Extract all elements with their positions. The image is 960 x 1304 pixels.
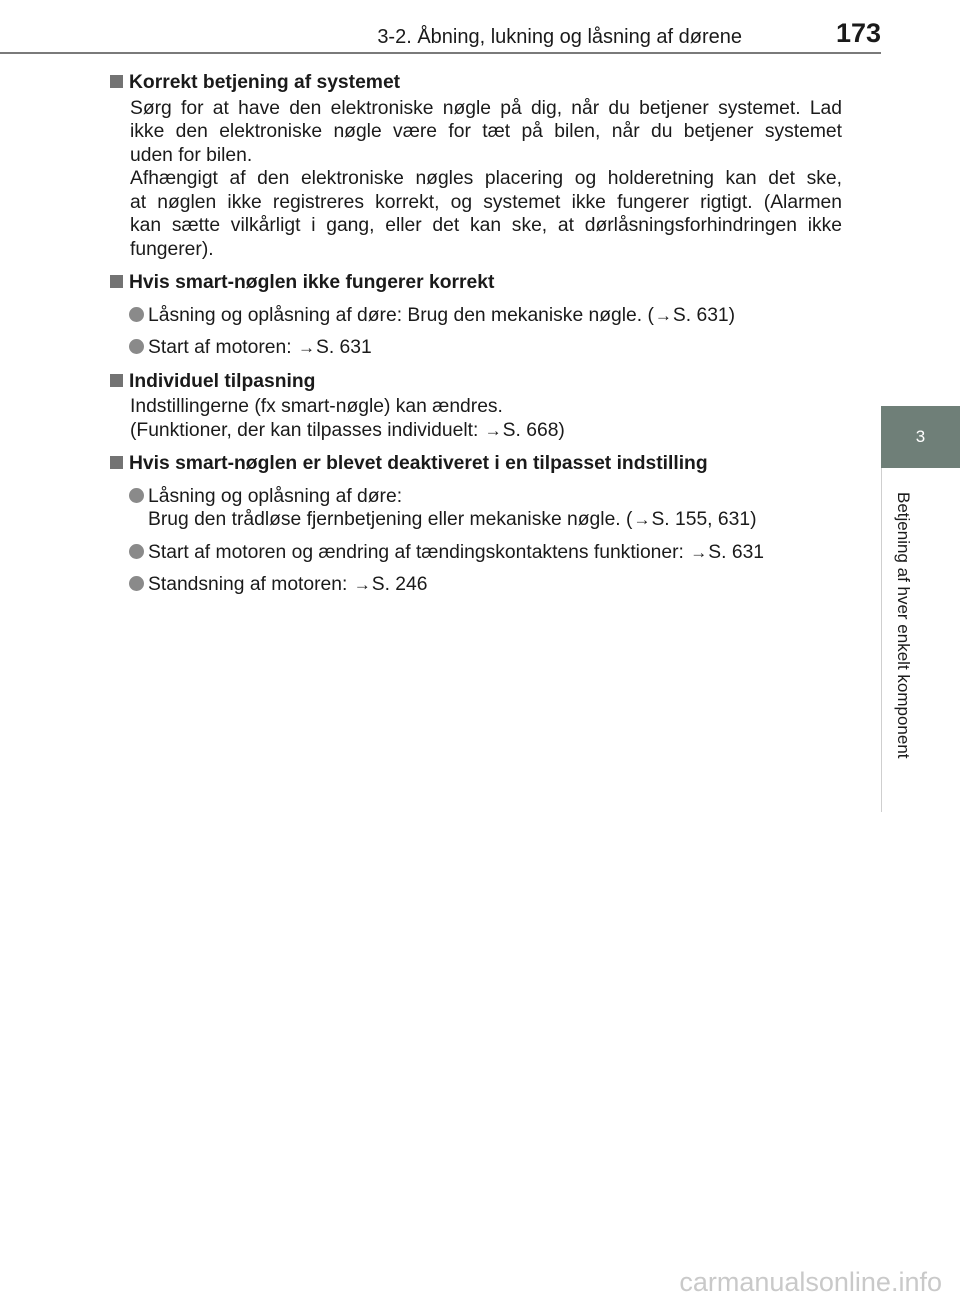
paragraph	[110, 395, 842, 442]
paragraph-line: Indstillingerne (fx smart-nøgle) kan ændres.	[130, 396, 503, 417]
arrow-right-icon: →	[633, 510, 651, 529]
paragraph-line: at nøglen ikke registreres korrekt, og systemet ikke fungerer rigtigt. (Alarmen	[130, 191, 842, 213]
heading-text: Hvis smart-nøglen er blevet deaktiveret i en tilpasset indstilling	[129, 453, 708, 474]
paragraph-line: Sørg for at have den elektroniske nøgle på dig, når du betjener systemet. Lad	[130, 97, 842, 119]
list-item	[110, 541, 842, 565]
chapter-label: Betjening af hver enkelt komponent	[894, 492, 913, 759]
arrow-right-icon: →	[690, 542, 708, 562]
page-content	[110, 71, 842, 597]
paragraph-line: kan sætte vilkårligt i gang, eller det kan ske, at dørlåsningsforhindringen ikke	[130, 215, 842, 236]
square-bullet-icon	[110, 275, 123, 288]
list-item-text: Standsning af motoren:	[148, 574, 353, 595]
paragraph-line: uden for bilen.	[130, 144, 253, 166]
paragraph	[110, 97, 842, 262]
list-item-text: Låsning og oplåsning af døre: Brug den mekaniske nøgle. (	[148, 304, 654, 326]
round-bullet-icon	[129, 576, 144, 591]
chapter-tab[interactable]	[881, 406, 960, 468]
page-reference-link[interactable]: S. 631	[315, 337, 372, 358]
arrow-right-icon: →	[484, 420, 502, 440]
page-reference-link[interactable]: S. 246	[371, 574, 428, 595]
heading-text: Korrekt betjening af systemet	[129, 72, 401, 93]
paragraph-line	[130, 419, 842, 443]
side-tab-top	[881, 0, 960, 53]
header-rule	[0, 52, 881, 54]
chapter-number: 3	[915, 427, 926, 446]
section-heading	[110, 452, 842, 476]
arrow-right-icon: →	[654, 305, 672, 325]
page-reference-link[interactable]: S. 668)	[502, 419, 565, 441]
list-item	[110, 304, 842, 328]
paragraph-line: Afhængigt af den elektroniske nøgles placering og holderetning kan det ske,	[130, 168, 842, 189]
section-heading	[110, 271, 842, 295]
paragraph-line: fungerer).	[130, 238, 214, 260]
square-bullet-icon	[110, 456, 123, 469]
arrow-right-icon: →	[297, 338, 315, 357]
section-heading	[110, 370, 842, 394]
list-item	[110, 336, 842, 360]
page-number: 173	[835, 18, 881, 48]
arrow-right-icon: →	[353, 575, 371, 594]
round-bullet-icon	[129, 544, 144, 559]
heading-text: Individuel tilpasning	[129, 370, 316, 392]
list-item-text: Brug den trådløse fjernbetjening eller mekaniske nøgle. (	[148, 509, 633, 530]
list-item	[110, 573, 842, 597]
page-reference-link[interactable]: S. 631	[708, 541, 765, 563]
watermark: carmanualsonline.info	[679, 1267, 942, 1297]
section-heading	[110, 71, 842, 95]
page-reference-link[interactable]: S. 155, 631)	[651, 509, 757, 530]
section-title: 3-2. Åbning, lukning og låsning af dørene	[377, 26, 742, 48]
square-bullet-icon	[110, 75, 123, 88]
round-bullet-icon	[129, 339, 144, 354]
heading-text: Hvis smart-nøglen ikke fungerer korrekt	[129, 272, 495, 293]
list-item-text: Start af motoren:	[148, 337, 297, 358]
paragraph-text: (Funktioner, der kan tilpasses individuelt:	[130, 419, 484, 441]
list-item	[110, 485, 842, 532]
round-bullet-icon	[129, 307, 144, 322]
page-reference-link[interactable]: S. 631)	[672, 304, 736, 326]
list-item-text: Låsning og oplåsning af døre:	[148, 485, 403, 507]
list-item-text: Start af motoren og ændring af tændingskontaktens funktioner:	[148, 541, 690, 563]
square-bullet-icon	[110, 374, 123, 387]
round-bullet-icon	[129, 488, 144, 503]
paragraph-line: ikke den elektroniske nøgle være for tæt på bilen, når du betjener systemet	[130, 121, 842, 142]
